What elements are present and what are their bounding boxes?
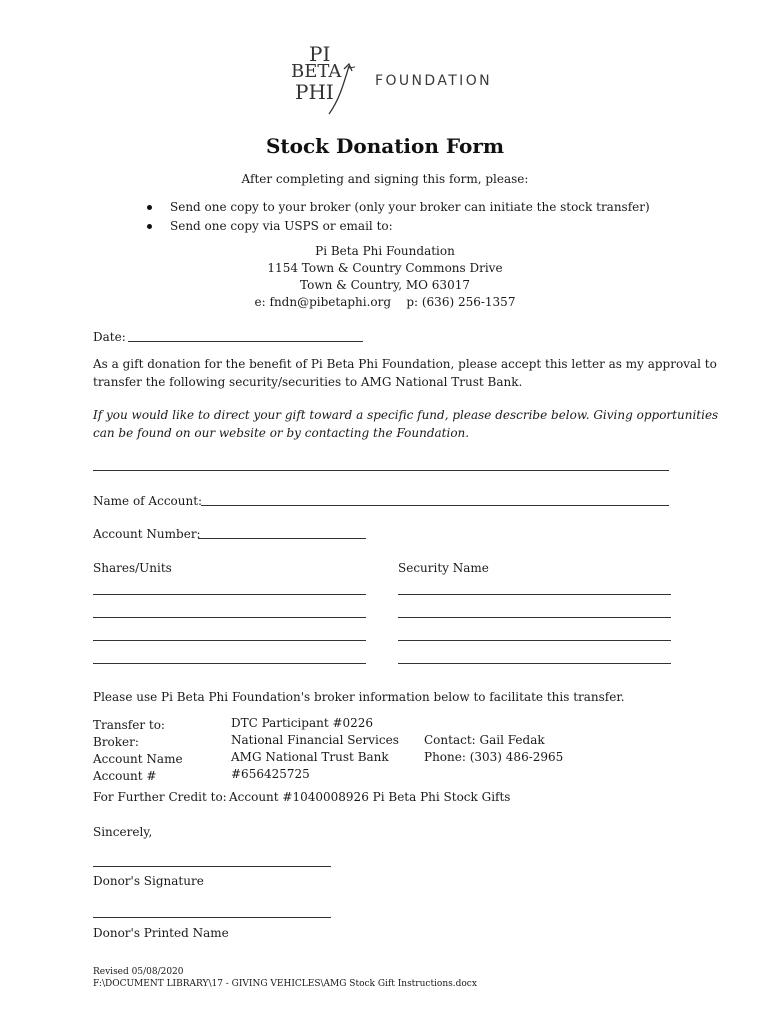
shares-header: Shares/Units <box>93 561 172 575</box>
shares-field[interactable] <box>93 640 366 641</box>
printed-name-field[interactable] <box>93 917 331 918</box>
account-name-field[interactable] <box>201 505 669 506</box>
address-name: Pi Beta Phi Foundation <box>315 244 455 258</box>
page-title: Stock Donation Form <box>265 134 505 158</box>
fund-text-line2: can be found on our website or by contacting the Foundation. <box>93 426 470 440</box>
broker-intro: Please use Pi Beta Phi Foundation's broker information below to facilitate this transfer. <box>93 690 625 704</box>
broker-contact-name: Contact: Gail Fedak <box>424 733 545 747</box>
sincerely-text: Sincerely, <box>93 825 153 839</box>
broker-value-account-number: #656425725 <box>231 767 310 781</box>
security-field[interactable] <box>398 594 671 595</box>
broker-label-transfer: Transfer to: <box>93 718 165 732</box>
account-number-label: Account Number: <box>93 527 201 541</box>
account-number-field[interactable] <box>198 538 366 539</box>
bullet-icon <box>147 224 152 229</box>
security-field[interactable] <box>398 617 671 618</box>
address-street: 1154 Town & Country Commons Drive <box>267 261 503 275</box>
broker-label-account-name: Account Name <box>93 752 183 766</box>
shares-field[interactable] <box>93 617 366 618</box>
printed-name-label: Donor's Printed Name <box>93 926 229 940</box>
fund-description-field[interactable] <box>93 470 669 471</box>
further-credit-label: For Further Credit to: <box>93 790 227 804</box>
signature-label: Donor's Signature <box>93 874 204 888</box>
account-name-label: Name of Account: <box>93 494 203 508</box>
shares-field[interactable] <box>93 663 366 664</box>
broker-contact-phone: Phone: (303) 486-2965 <box>424 750 564 764</box>
approval-text-line1: As a gift donation for the benefit of Pi Beta Phi Foundation, please accept this letter as my approval to <box>93 357 717 371</box>
address-contact: e: fndn@pibetaphi.org p: (636) 256-1357 <box>254 295 516 309</box>
logo-foundation-text: FOUNDATION <box>375 73 492 89</box>
broker-label-account-number: Account # <box>93 769 157 783</box>
logo-beta: BETA <box>291 61 342 82</box>
footer-path: F:\DOCUMENT LIBRARY\17 - GIVING VEHICLES\AMG Stock Gift Instructions.docx <box>93 979 477 989</box>
approval-text-line2: transfer the following security/securities to AMG National Trust Bank. <box>93 375 523 389</box>
broker-value-dtc: DTC Participant #0226 <box>231 716 374 730</box>
pi-beta-phi-logo-mark <box>287 42 357 116</box>
security-field[interactable] <box>398 640 671 641</box>
shares-field[interactable] <box>93 594 366 595</box>
broker-value-broker: National Financial Services <box>231 733 399 747</box>
security-field[interactable] <box>398 663 671 664</box>
logo-pi: PI <box>309 42 331 66</box>
intro-text: After completing and signing this form, please: <box>241 172 529 186</box>
arrow-icon <box>327 60 357 116</box>
bullet-usps: Send one copy via USPS or email to: <box>170 219 393 233</box>
date-field[interactable] <box>128 341 363 342</box>
address-city: Town & Country, MO 63017 <box>300 278 470 292</box>
logo-phi: PHI <box>295 80 334 104</box>
foundation-logo <box>287 42 492 116</box>
bullet-icon <box>147 205 152 210</box>
bullet-broker: Send one copy to your broker (only your broker can initiate the stock transfer) <box>170 200 650 214</box>
broker-value-account-name: AMG National Trust Bank <box>231 750 389 764</box>
broker-label-broker: Broker: <box>93 735 139 749</box>
signature-field[interactable] <box>93 866 331 867</box>
further-credit-value: Account #1040008926 Pi Beta Phi Stock Gifts <box>229 790 511 804</box>
footer-revised: Revised 05/08/2020 <box>93 967 184 977</box>
fund-text-line1: If you would like to direct your gift toward a specific fund, please describe below. Giving opportunities <box>93 408 719 422</box>
security-header: Security Name <box>398 561 489 575</box>
date-label: Date: <box>93 330 126 344</box>
